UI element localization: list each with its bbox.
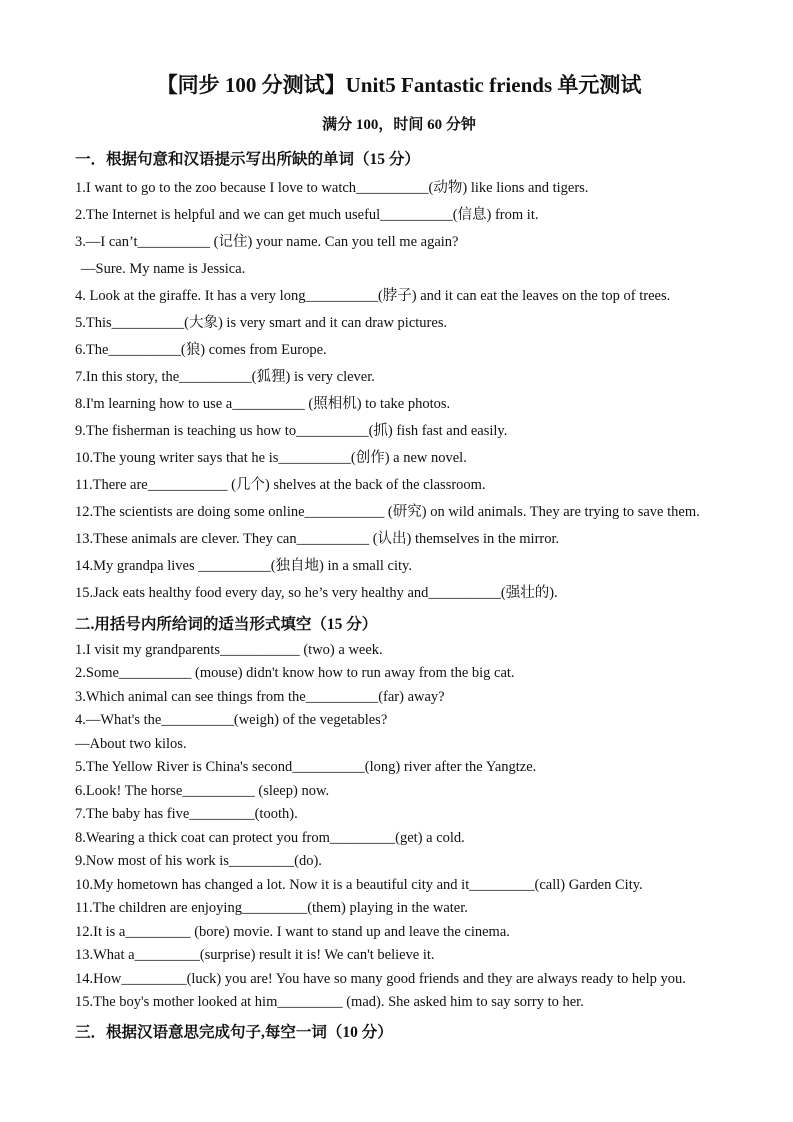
question-line: 2.The Internet is helpful and we can get much useful__________(信息) from it. bbox=[75, 207, 539, 223]
question-line: 13.What a_________(surprise) result it is! We can't believe it. bbox=[75, 947, 435, 963]
question-line: 10.My hometown has changed a lot. Now it is a beautiful city and it_________(call) Garden City. bbox=[75, 876, 643, 893]
question-line: 7.The baby has five_________(tooth). bbox=[75, 806, 298, 822]
question-line: 2.Some__________ (mouse) didn't know how to run away from the big cat. bbox=[75, 665, 515, 681]
question-line: 4. Look at the giraffe. It has a very long__________(脖子) and it can eat the leaves on the top of trees. bbox=[75, 288, 671, 304]
question-line: 12.The scientists are doing some online___________ (研究) on wild animals. They are trying to save them. bbox=[75, 504, 700, 520]
question-line: 4.—What's the__________(weigh) of the vegetables? bbox=[75, 712, 388, 728]
question-line: 1.I want to go to the zoo because I love to watch__________(动物) like lions and tigers. bbox=[75, 180, 589, 196]
dialogue-reply-line: —About two kilos. bbox=[75, 735, 187, 752]
question-line: 1.I visit my grandparents___________ (two) a week. bbox=[75, 641, 383, 658]
section-two bbox=[75, 615, 723, 1011]
question-line: 10.The young writer says that he is__________(创作) a new novel. bbox=[75, 450, 467, 466]
question-line: 9.The fisherman is teaching us how to__________(抓) fish fast and easily. bbox=[75, 423, 508, 439]
question-line: 5.The Yellow River is China's second__________(long) river after the Yangtze. bbox=[75, 759, 537, 775]
question-line: 15.The boy's mother looked at him_________ (mad). She asked him to say sorry to her. bbox=[75, 994, 584, 1010]
question-line: 11.There are___________ (几个) shelves at the back of the classroom. bbox=[75, 477, 486, 493]
question-line: 8.Wearing a thick coat can protect you from_________(get) a cold. bbox=[75, 829, 465, 846]
question-line: 3.—I can’t__________ (记住) your name. Can you tell me again? bbox=[75, 234, 459, 250]
question-line: 14.How_________(luck) you are! You have so many good friends and they are always ready to help you. bbox=[75, 970, 686, 987]
dialogue-reply-line: —Sure. My name is Jessica. bbox=[81, 261, 246, 277]
question-line: 5.This__________(大象) is very smart and it can draw pictures. bbox=[75, 315, 448, 331]
question-line: 11.The children are enjoying_________(them) playing in the water. bbox=[75, 900, 468, 916]
question-line: 8.I'm learning how to use a__________ (照相机) to take photos. bbox=[75, 396, 451, 412]
question-line: 15.Jack eats healthy food every day, so he’s very healthy and__________(强壮的). bbox=[75, 585, 558, 601]
question-line: 6.Look! The horse__________ (sleep) now. bbox=[75, 782, 330, 799]
question-line: 12.It is a_________ (bore) movie. I want to stand up and leave the cinema. bbox=[75, 923, 510, 940]
page-title: 【同步 100 分测试】Unit5 Fantastic friends 单元测试 bbox=[156, 73, 642, 97]
section-three bbox=[75, 1023, 723, 1043]
section-one-heading: 一．根据句意和汉语提示写出所缺的单词（15 分） bbox=[75, 151, 420, 168]
question-line: 14.My grandpa lives __________(独自地) in a small city. bbox=[75, 558, 412, 574]
question-line: 6.The__________(狼) comes from Europe. bbox=[75, 342, 327, 358]
question-line: 13.These animals are clever. They can__________ (认出) themselves in the mirror. bbox=[75, 531, 560, 547]
section-two-heading: 二.用括号内所给词的适当形式填空（15 分） bbox=[75, 616, 378, 633]
section-three-heading: 三．根据汉语意思完成句子,每空一词（10 分） bbox=[75, 1024, 393, 1041]
page-subtitle: 满分 100，时间 60 分钟 bbox=[322, 117, 476, 133]
question-line: 7.In this story, the__________(狐狸) is very clever. bbox=[75, 369, 375, 385]
question-line: 9.Now most of his work is_________(do). bbox=[75, 853, 322, 869]
section-one bbox=[75, 150, 723, 602]
question-line: 3.Which animal can see things from the__________(far) away? bbox=[75, 688, 445, 705]
